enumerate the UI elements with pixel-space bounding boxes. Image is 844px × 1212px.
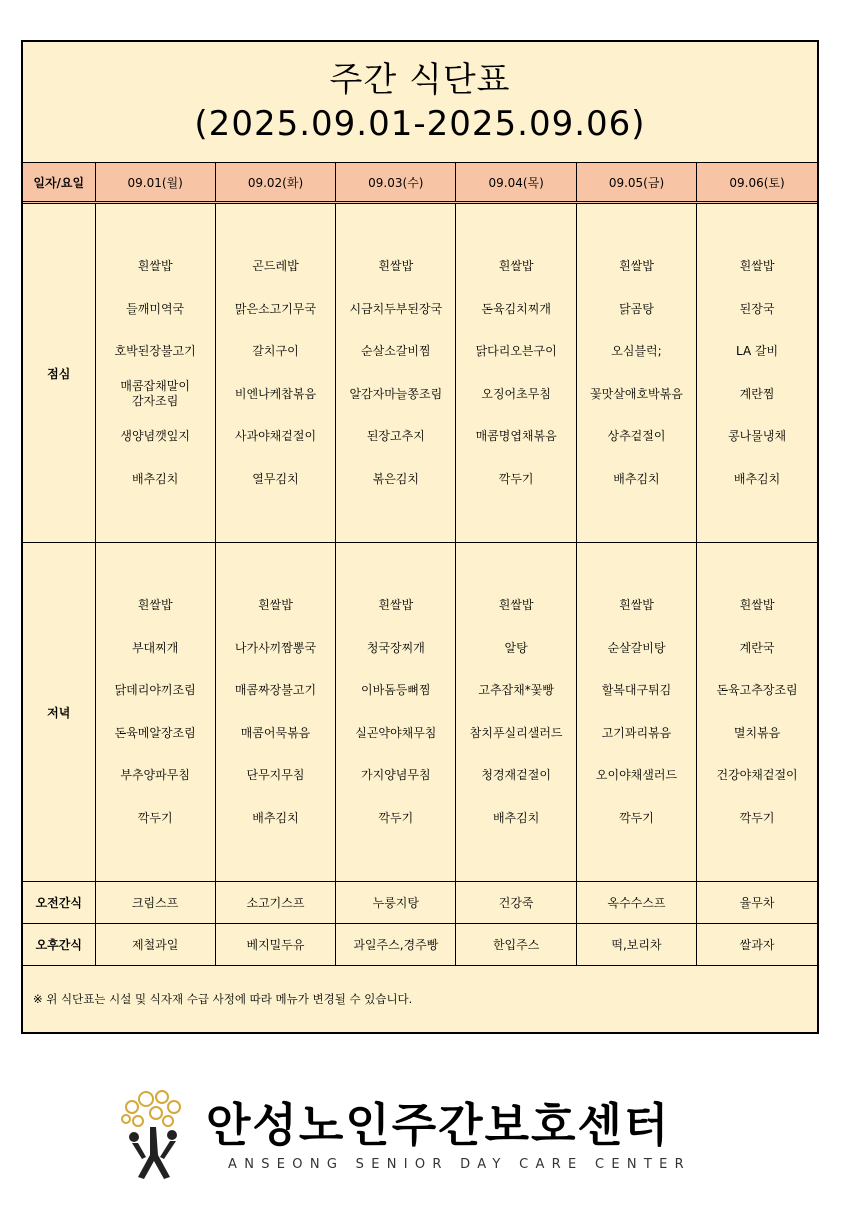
lunch-menu-item: 곤드레밥: [252, 259, 299, 274]
morning-snack-label: 오전간식: [23, 882, 95, 924]
morning-snack-cell: 크림스프: [95, 882, 215, 924]
dinner-menu-item: 깍두기: [137, 810, 173, 825]
dinner-menu-item: 이바돔등뼈찜: [361, 683, 431, 698]
day-header: 09.04(목): [456, 163, 576, 203]
afternoon-snack-cell: 쌀과자: [697, 924, 817, 966]
lunch-menu-item: 흰쌀밥: [498, 259, 534, 274]
dinner-menu-item: 나가사끼짬뽕국: [234, 640, 317, 655]
lunch-menu-item: 꽃맛살애호박볶음: [590, 386, 683, 401]
dinner-menu-item: 깍두기: [378, 810, 414, 825]
lunch-menu-item: 호박된장불고기: [114, 344, 196, 359]
lunch-menu-list: [456, 204, 575, 542]
lunch-label: 점심: [23, 203, 95, 543]
afternoon-snack-cell: 한입주스: [456, 924, 576, 966]
lunch-menu-item: 사과야채겉절이: [234, 429, 317, 444]
lunch-menu-item: 오징어초무침: [481, 386, 551, 401]
dinner-menu-item: 오이야채샐러드: [595, 768, 678, 783]
dinner-menu-item: 청국장찌개: [366, 640, 425, 655]
lunch-menu-item: 맑은소고기무국: [234, 301, 317, 316]
afternoon-snack-cell: 베지밀두유: [215, 924, 335, 966]
dinner-menu-item: 계란국: [739, 640, 775, 655]
date-day-label: 일자/요일: [23, 163, 95, 203]
lunch-cell: [456, 203, 576, 543]
lunch-cell: [576, 203, 696, 543]
dinner-cell: [576, 543, 696, 882]
lunch-menu-item: 들깨미역국: [126, 301, 185, 316]
dinner-menu-item: 깍두기: [619, 810, 654, 825]
dinner-menu-item: 단무지무침: [246, 768, 305, 783]
lunch-cell: [95, 203, 215, 543]
dinner-menu-item: 흰쌀밥: [619, 598, 654, 613]
dinner-menu-item: 고추잡채*꽃빵: [478, 683, 554, 698]
header-row: [23, 163, 817, 203]
logo-name: 안성노인주간보호센터: [206, 1098, 671, 1152]
lunch-menu-list: [577, 204, 696, 542]
dinner-menu-item: 건강야채겉절이: [716, 768, 798, 783]
dinner-cell: [697, 543, 817, 882]
dinner-menu-item: 참치푸실리샐러드: [469, 725, 563, 740]
dinner-menu-item: 흰쌀밥: [739, 598, 775, 613]
dinner-menu-item: 돈육고추장조림: [716, 683, 798, 698]
lunch-cell: [336, 203, 456, 543]
dinner-menu-list: [577, 543, 696, 881]
date-range: (2025.09.01-2025.09.06): [194, 104, 646, 144]
morning-snack-cell: 소고기스프: [215, 882, 335, 924]
lunch-menu-item: LA 갈비: [735, 344, 779, 359]
dinner-menu-item: 배추김치: [492, 810, 540, 825]
day-header: 09.03(수): [336, 163, 456, 203]
dinner-menu-item: 순살갈비탕: [607, 640, 666, 655]
lunch-menu-item: 생양념깻잎지: [120, 429, 190, 444]
lunch-cell: [697, 203, 817, 543]
lunch-row: [23, 203, 817, 543]
dinner-menu-item: 흰쌀밥: [137, 598, 173, 613]
day-header: 09.02(화): [215, 163, 335, 203]
morning-snack-cell: 옥수수스프: [576, 882, 696, 924]
lunch-menu-item: 흰쌀밥: [378, 259, 414, 274]
lunch-menu-item: 순살소갈비찜: [361, 344, 431, 359]
dinner-menu-item: 실곤약야채무침: [355, 725, 437, 740]
lunch-menu-item: 된장국: [739, 301, 775, 316]
dinner-cell: [95, 543, 215, 882]
lunch-menu-item: 매콤잡채말이 감자조림: [120, 379, 190, 409]
dinner-menu-item: 매콤짜장불고기: [234, 683, 317, 698]
lunch-cell: [215, 203, 335, 543]
note-row: [23, 966, 817, 1033]
lunch-menu-list: [96, 204, 215, 542]
lunch-menu-item: 된장고추지: [366, 429, 425, 444]
morning-snack-cell: 율무차: [697, 882, 817, 924]
lunch-menu-item: 알감자마늘쫑조림: [349, 386, 443, 401]
logo: [110, 1085, 750, 1185]
dinner-menu-item: 매콤어묵볶음: [240, 725, 311, 740]
lunch-menu-item: 갈치구이: [252, 344, 299, 359]
logo-subtitle: ANSEONG SENIOR DAY CARE CENTER: [228, 1157, 691, 1172]
dinner-menu-item: 멸치볶음: [733, 725, 781, 740]
dinner-cell: [456, 543, 576, 882]
dinner-menu-list: [697, 543, 817, 881]
title-block: [23, 42, 817, 163]
afternoon-snack-cell: 제철과일: [95, 924, 215, 966]
morning-snack-cell: 건강죽: [456, 882, 576, 924]
lunch-menu-item: 오심블럭;: [611, 344, 662, 359]
dinner-menu-list: [216, 543, 335, 881]
morning-snack-cell: 누룽지탕: [336, 882, 456, 924]
lunch-menu-item: 볶은김치: [372, 471, 419, 486]
morning-snack-row: [23, 882, 817, 924]
lunch-menu-list: [216, 204, 335, 542]
lunch-menu-list: [336, 204, 455, 542]
lunch-menu-item: 흰쌀밥: [619, 259, 654, 274]
afternoon-snack-cell: 떡,보리차: [576, 924, 696, 966]
dinner-menu-item: 흰쌀밥: [498, 598, 534, 613]
menu-table: [23, 42, 817, 1032]
dinner-menu-list: [336, 543, 455, 881]
lunch-menu-item: 콩나물냉채: [728, 429, 787, 444]
dinner-menu-item: 부추양파무침: [120, 768, 190, 783]
dinner-menu-item: 청경재겉절이: [481, 768, 551, 783]
lunch-menu-item: 배추김치: [733, 471, 781, 486]
dinner-menu-item: 깍두기: [739, 810, 775, 825]
lunch-menu-item: 흰쌀밥: [739, 259, 775, 274]
lunch-menu-item: 배추김치: [613, 471, 660, 486]
day-header: 09.05(금): [576, 163, 696, 203]
lunch-menu-list: [697, 204, 817, 542]
dinner-menu-list: [96, 543, 215, 881]
dinner-menu-item: 흰쌀밥: [258, 598, 293, 613]
lunch-menu-item: 배추김치: [131, 471, 179, 486]
dinner-menu-item: 배추김치: [252, 810, 299, 825]
lunch-menu-item: 계란찜: [739, 386, 775, 401]
lunch-menu-item: 매콤명엽채볶음: [475, 429, 557, 444]
lunch-menu-item: 돈육김치찌개: [481, 301, 551, 316]
lunch-menu-item: 비엔나케찹볶음: [234, 386, 317, 401]
afternoon-snack-cell: 과일주스,경주빵: [336, 924, 456, 966]
dinner-menu-item: 돈육메알장조림: [114, 725, 196, 740]
dinner-cell: [336, 543, 456, 882]
dinner-label: 저녁: [23, 543, 95, 882]
dinner-menu-item: 할복대구튀김: [601, 683, 672, 698]
afternoon-snack-row: [23, 924, 817, 966]
day-header: 09.06(토): [697, 163, 817, 203]
logo-tree-icon: [110, 1085, 200, 1185]
menu-sheet: [21, 40, 819, 1034]
note-text: ※ 위 식단표는 시설 및 식자재 수급 사정에 따라 메뉴가 변경될 수 있습니다.: [23, 966, 817, 1033]
day-header: 09.01(월): [95, 163, 215, 203]
lunch-menu-item: 상추겉절이: [607, 429, 666, 444]
lunch-menu-item: 닭다리오븐구이: [475, 344, 557, 359]
lunch-menu-item: 시금치두부된장국: [349, 301, 443, 316]
dinner-row: [23, 543, 817, 882]
dinner-menu-list: [456, 543, 575, 881]
dinner-menu-item: 흰쌀밥: [378, 598, 414, 613]
dinner-menu-item: 알탕: [504, 640, 528, 655]
lunch-menu-item: 닭곰탕: [619, 301, 654, 316]
afternoon-snack-label: 오후간식: [23, 924, 95, 966]
dinner-menu-item: 닭데리야끼조림: [114, 683, 196, 698]
lunch-menu-item: 열무김치: [252, 471, 299, 486]
dinner-menu-item: 고기꽈리볶음: [601, 725, 672, 740]
lunch-menu-item: 흰쌀밥: [137, 259, 173, 274]
dinner-cell: [215, 543, 335, 882]
lunch-menu-item: 깍두기: [498, 471, 534, 486]
dinner-menu-item: 가지양념무침: [361, 768, 431, 783]
dinner-menu-item: 부대찌개: [131, 640, 179, 655]
page-title: 주간 식단표: [329, 60, 511, 100]
